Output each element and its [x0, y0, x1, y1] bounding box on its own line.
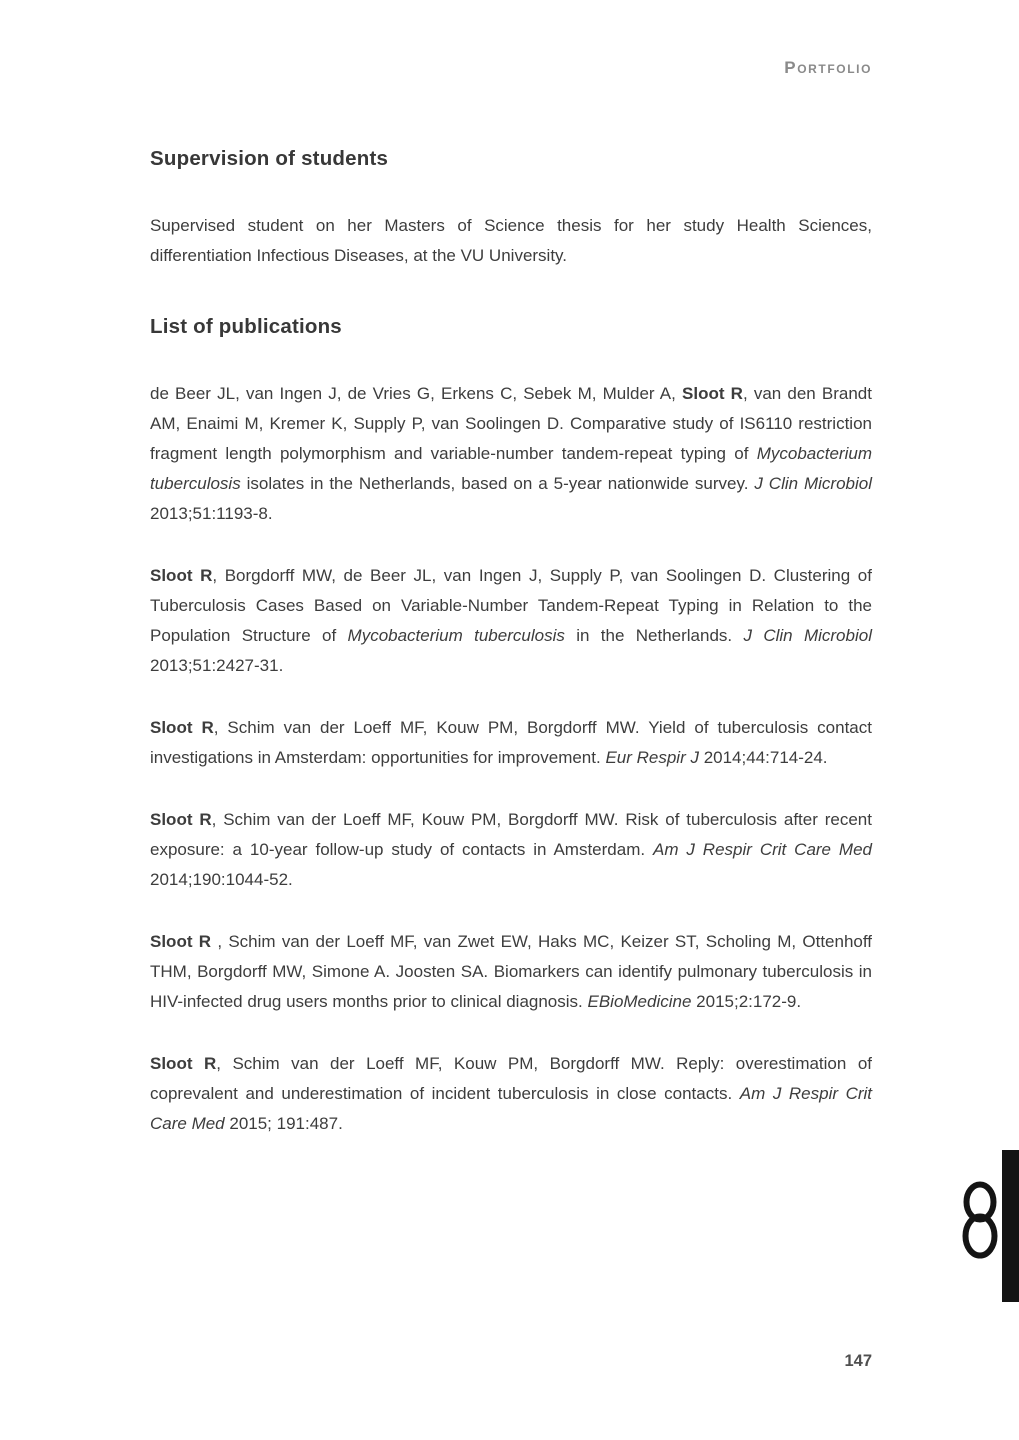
publication-segment: in the Netherlands. — [564, 626, 744, 645]
publication-segment: , Schim van der Loeff MF, Kouw PM, Borgdorff MW. Reply: overestimation of coprevalent and underestimation of incident tuberculosis in close contacts. — [150, 1054, 872, 1103]
publication-segment: Mycobacterium tuberculosis — [347, 626, 565, 645]
section-heading-publications: List of publications — [150, 315, 342, 338]
publication-segment: , Schim van der Loeff MF, van Zwet EW, Haks MC, Keizer ST, Scholing M, Ottenhoff THM, Borgdorff MW, Simone A. Joosten SA. Biomarkers can identify pulmonary tuberculosis in HIV-infected drug users months prior to clinical diagnosis. — [150, 932, 872, 1011]
publication-segment: J Clin Microbiol — [743, 626, 872, 645]
publication-segment: Sloot R — [150, 810, 212, 829]
publication-segment: 2014;44:714-24. — [698, 748, 828, 767]
publication-segment: EBioMedicine — [587, 992, 692, 1011]
publication-segment: 2015; 191:487. — [224, 1114, 343, 1133]
chapter-number — [0, 0, 1, 1]
publication-segment: J Clin Microbiol — [754, 474, 873, 493]
page-number: 147 — [844, 1352, 872, 1370]
publication-entry — [150, 713, 872, 773]
running-header: Portfolio — [784, 58, 872, 77]
publication-entry — [150, 1049, 872, 1139]
publication-segment: Am J Respir Crit Care Med — [150, 1084, 873, 1133]
publication-segment: Sloot R — [150, 718, 214, 737]
publication-segment: Am J Respir Crit Care Med — [652, 840, 872, 859]
publication-segment: Mycobacterium tuberculosis — [150, 444, 872, 493]
chapter-8-glyph — [960, 1181, 1000, 1259]
publication-segment: , Schim van der Loeff MF, Kouw PM, Borgdorff MW. Yield of tuberculosis contact investigations in Amsterdam: opportunities for improvement. — [150, 718, 872, 767]
publication-segment: , Schim van der Loeff MF, Kouw PM, Borgdorff MW. Risk of tuberculosis after recent exposure: a 10-year follow-up study of contacts in Amsterdam. — [150, 810, 872, 859]
publication-segment: Eur Respir J — [605, 748, 699, 767]
page-content — [150, 147, 872, 1171]
publication-segment: isolates in the Netherlands, based on a 5-year nationwide survey. — [240, 474, 755, 493]
chapter-tab-bar — [1002, 1150, 1019, 1302]
section-heading-supervision: Supervision of students — [150, 147, 389, 170]
publications-list — [150, 379, 872, 1139]
publication-entry — [150, 561, 872, 681]
publication-segment: 2014;190:1044-52. — [150, 870, 293, 889]
publication-entry — [150, 927, 872, 1017]
supervision-body-text: Supervised student on her Masters of Science thesis for her study Health Sciences, differentiation Infectious Diseases, at the VU University. — [150, 216, 872, 265]
publication-entry — [150, 379, 872, 529]
publication-segment: 2015;2:172-9. — [691, 992, 802, 1011]
publication-segment: Sloot R — [150, 566, 213, 585]
publication-entry — [150, 805, 872, 895]
publication-segment: , Borgdorff MW, de Beer JL, van Ingen J, Supply P, van Soolingen D. Clustering of Tuberculosis Cases Based on Variable-Number Tandem-Repeat Typing in Relation to the Population Structure of — [150, 566, 872, 645]
publication-segment: Sloot R — [150, 1054, 217, 1073]
publication-segment: 2013;51:1193-8. — [150, 504, 273, 523]
publication-segment: Sloot R — [150, 932, 212, 951]
publication-segment: 2013;51:2427-31. — [150, 656, 284, 675]
publication-segment: , van den Brandt AM, Enaimi M, Kremer K, Supply P, van Soolingen D. Comparative study of IS6110 restriction fragment length polymorphism and variable-number tandem-repeat typing of — [150, 384, 872, 463]
publication-segment: Sloot R — [682, 384, 743, 403]
publication-segment: de Beer JL, van Ingen J, de Vries G, Erkens C, Sebek M, Mulder A, — [150, 384, 683, 403]
